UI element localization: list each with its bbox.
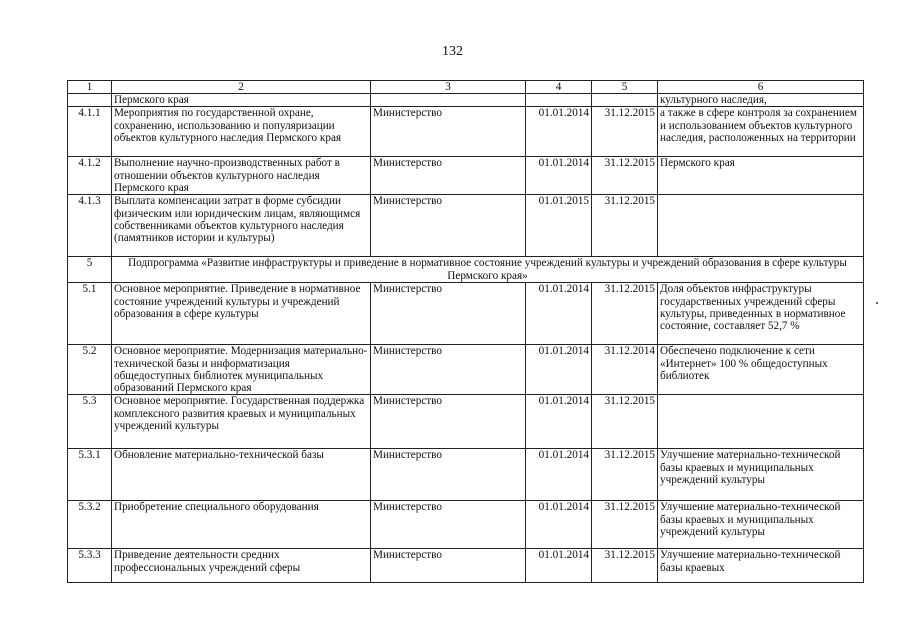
program-table [67,80,864,583]
activity-name: Приобретение специального оборудования [112,501,371,549]
start-date: 01.01.2014 [526,549,592,583]
start-date: 01.01.2014 [526,107,592,157]
expected-result: Обеспечено подключение к сети «Интернет» 100 % общедоступных библиотек [658,345,864,395]
expected-result: а также в сфере контроля за сохранением и использованием объектов культурного наследия, расположенных на территории [658,107,864,157]
row-number: 5 [68,257,112,283]
executor: Министерство [371,549,526,583]
start-date: 01.01.2014 [526,157,592,195]
activity-name: Пермского края [112,94,371,107]
end-date: 31.12.2015 [592,395,658,449]
activity-name: Выплата компенсации затрат в форме субсидии физическим или юридическим лицам, являющимся собственниками объектов культурного наследия (памятников истории и культуры) [112,195,371,257]
row-number: 4.1.2 [68,157,112,195]
table-row [68,501,864,549]
col-header: 5 [592,81,658,94]
scan-speck [876,302,878,304]
col-header: 6 [658,81,864,94]
executor: Министерство [371,157,526,195]
table-row [68,195,864,257]
col-header: 4 [526,81,592,94]
end-date: 31.12.2015 [592,283,658,345]
executor: Министерство [371,501,526,549]
table-row [68,549,864,583]
row-number: 4.1.1 [68,107,112,157]
col-header: 2 [112,81,371,94]
table-row [68,283,864,345]
row-number: 5.3.1 [68,449,112,501]
row-number: 5.2 [68,345,112,395]
expected-result: Доля объектов инфраструктуры государственных учреждений сферы культуры, приведенных в нормативное состояние, составляет 52,7 % [658,283,864,345]
activity-name: Основное мероприятие. Государственная поддержка комплексного развития краевых и муниципальных учреждений культуры [112,395,371,449]
start-date: 01.01.2014 [526,283,592,345]
end-date: 31.12.2015 [592,549,658,583]
expected-result: Улучшение материально-технической базы краевых и муниципальных учреждений культуры [658,449,864,501]
row-number [68,94,112,107]
row-number: 4.1.3 [68,195,112,257]
executor: Министерство [371,195,526,257]
expected-result: Улучшение материально-технической базы краевых [658,549,864,583]
start-date: 01.01.2014 [526,449,592,501]
activity-name: Основное мероприятие. Приведение в нормативное состояние учреждений культуры и учреждений образования в сфере культуры [112,283,371,345]
end-date: 31.12.2015 [592,157,658,195]
activity-name: Обновление материально-технической базы [112,449,371,501]
header-row [68,81,864,94]
start-date: 01.01.2014 [526,345,592,395]
table-row [68,107,864,157]
executor: Министерство [371,345,526,395]
activity-name: Выполнение научно-производственных работ в отношении объектов культурного наследия Пермского края [112,157,371,195]
row-number: 5.3.3 [68,549,112,583]
end-date: 31.12.2014 [592,345,658,395]
expected-result [658,195,864,257]
start-date [526,94,592,107]
table-row [68,449,864,501]
table-row [68,257,864,283]
end-date: 31.12.2015 [592,501,658,549]
executor [371,94,526,107]
end-date [592,94,658,107]
expected-result: Пермского края [658,157,864,195]
expected-result: культурного наследия, [658,94,864,107]
executor: Министерство [371,283,526,345]
end-date: 31.12.2015 [592,107,658,157]
start-date: 01.01.2015 [526,195,592,257]
activity-name: Приведение деятельности средних профессиональных учреждений сферы [112,549,371,583]
table-row [68,395,864,449]
end-date: 31.12.2015 [592,449,658,501]
executor: Министерство [371,395,526,449]
table-row [68,157,864,195]
subprogram-title: Подпрограмма «Развитие инфраструктуры и приведение в нормативное состояние учреждений культуры и учреждений образования в сфере культуры Пермского края» [112,257,864,283]
executor: Министерство [371,107,526,157]
expected-result: Улучшение материально-технической базы краевых и муниципальных учреждений культуры [658,501,864,549]
start-date: 01.01.2014 [526,501,592,549]
table-row [68,94,864,107]
activity-name: Основное мероприятие. Модернизация материально-технической базы и информатизация общедоступных библиотек муниципальных образований Пермского края [112,345,371,395]
start-date: 01.01.2014 [526,395,592,449]
row-number: 5.1 [68,283,112,345]
col-header: 3 [371,81,526,94]
col-header: 1 [68,81,112,94]
table-row [68,345,864,395]
activity-name: Мероприятия по государственной охране, сохранению, использованию и популяризации объектов культурного наследия Пермского края [112,107,371,157]
expected-result [658,395,864,449]
end-date: 31.12.2015 [592,195,658,257]
row-number: 5.3 [68,395,112,449]
page-number: 132 [442,44,463,59]
executor: Министерство [371,449,526,501]
row-number: 5.3.2 [68,501,112,549]
